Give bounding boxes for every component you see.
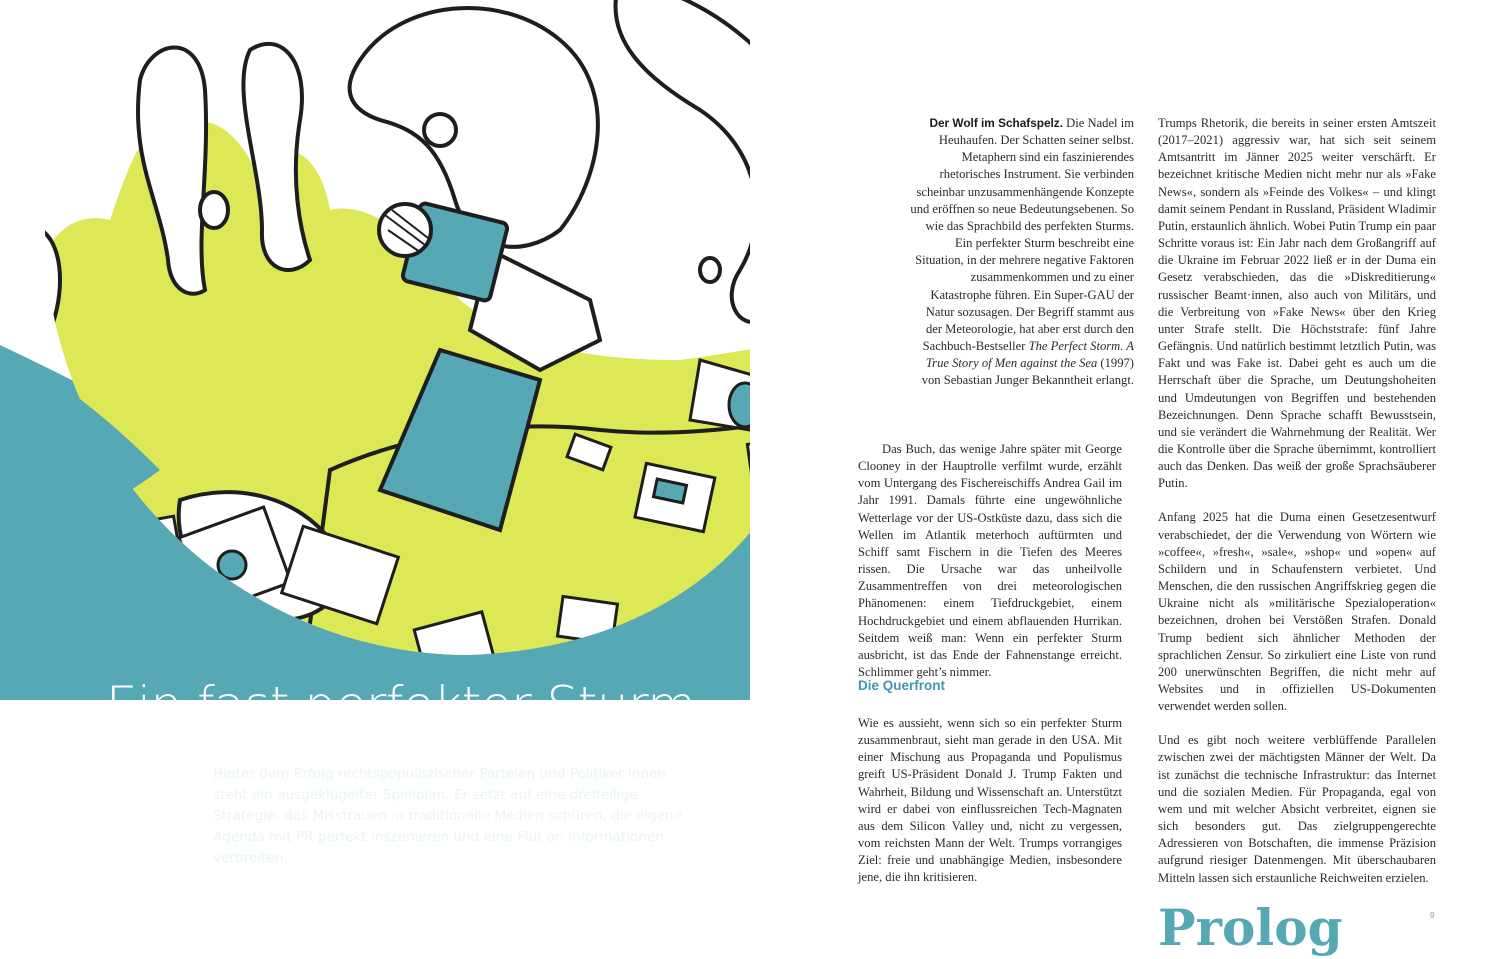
- column-2: [1158, 115, 1436, 887]
- paragraph-6: Und es gibt noch weitere verblüffende Parallelen zwischen zwei der mächtigsten Männer der Welt. Da ist zunächst die technische Infrastruktur: das Internet und die sozialen Medien. Für Propaganda, egal von wem und mit welcher Absicht verbreitet, eignen sie sich besonders gut. Das zielgruppengerechte Adressieren von Botschaften, die immense Präzision aufgrund riesiger Datenmengen. Mit überschaubaren Mitteln lassen sich erstaunliche Reichweiten erzielen.: [1158, 733, 1436, 885]
- credits-text-value: Manfred Gram, Florian Skrabal: [240, 871, 409, 883]
- credits-artwork-label: Artwork: [213, 888, 257, 901]
- credits: [213, 869, 408, 904]
- credits-artwork-line: [213, 887, 408, 905]
- book-title: The Perfect Storm. A True Story of Men against the Sea: [925, 339, 1134, 371]
- lead-in: Der Wolf im Schafspelz.: [929, 116, 1063, 130]
- article-title: Ein fast perfekter Sturm: [106, 676, 696, 734]
- page-number: 9: [1430, 911, 1435, 920]
- paragraph-2: Das Buch, das wenige Jahre später mit George Clooney in der Hauptrolle verfilmt wurde, erzählt vom Untergang des Fischereischiffs Andrea Gail im Jahr 1991. Damals führte eine ungewöhnliche Wetterlage vor der US-Ostküste dazu, dass sich die Wellen im Atlantik meterhoch auftürmten und Schiff samt Fischern in die Tiefen des Meeres rissen. Die Ursache war das unheilvolle Zusammentreffen von drei meteorologischen Phänomenen: einem Tiefdruckgebiet, einem Hochdruckgebiet und einem abflauenden Hurrikan. Seitdem weiß man: Wenn ein perfekter Sturm ausbricht, ist das Ende der Fahnenstange erreicht. Schlimmer geht’s nimmer.: [858, 442, 1122, 680]
- paragraph-5: Anfang 2025 hat die Duma einen Gesetzesentwurf verabschiedet, der die Verwendung von Wörtern wie »coffee«, »fresh«, »sale«, »shop« und »open« auf Schildern und in Schaufenstern verbietet. Und Menschen, die den russischen Angriffskrieg gegen die Ukraine nicht als »militärische Spezialoperation« bezeichnen, drohen bei Verstößen Strafen. Donald Trump bedient sich ähnlicher Methoden der sprachlichen Zensur. So zirkuliert eine Liste von rund 200 unerwünschten Begriffen, die nicht mehr auf Websites und in offiziellen US-Dokumenten verwendet werden sollen.: [1158, 510, 1436, 714]
- paragraph-1-text: Die Nadel im Heuhaufen. Der Schatten seiner selbst. Metaphern sind ein faszinierendes rhetorisches Instrument. Sie verbinden scheinbar unzusammenhängende Konzepte und eröffnen so neue Bedeutungsebenen. So wie das Sprachbild des perfekten Sturms. Ein perfekter Sturm beschreibt eine Situation, in der mehrere negative Faktoren zusammenkommen und zu einer Katastrophe führen. Ein Super-GAU der Natur sozusagen. Der Begriff stammt aus der Meteorologie, hat aber erst durch den Sachbuch-Bestseller: [910, 116, 1134, 354]
- paragraph-1: [908, 115, 1134, 390]
- column-1-bottom: [858, 715, 1122, 887]
- credits-text-label: Text: [213, 871, 236, 883]
- column-1-middle: [858, 441, 1122, 681]
- paragraph-4: Trumps Rhetorik, die bereits in seiner ersten Amtszeit (2017–2021) aggressiv war, hat sich seit seinem Amtsantritt im Jänner 2025 weiter verschärft. Er bezeichnet kritische Medien nicht mehr nur als »Fake News«, sondern als »Feinde des Volkes« – und klingt damit seinem Pendant in Russland, Präsident Wladimir Putin, erstaunlich ähnlich. Wobei Putin Trump ein paar Schritte voraus ist: Ein Jahr nach dem Großangriff auf die Ukraine im Februar 2022 ließ er in der Duma ein Gesetz verabschieden, das die »Diskreditierung« russischer Beamt·innen, also auch von Militärs, und die Verbreitung von »Fake News« über den Krieg unter Strafe stellt. Die Höchststrafe: fünf Jahre Gefängnis. Und natürlich bestimmt letztlich Putin, was Fakt und was Fake ist. Dabei geht es auch um die Herrschaft über die Sprache, um Deutungshoheiten und Umdeutungen von Begriffen und bestehenden Bezeichnungen. Denn Sprache schafft Bewusstsein, und sie verändert die Wahrnehmung der Realität. Wer die Kontrolle über die Sprache übernimmt, kontrolliert auch das Denken. Das weiß der große Sprachsäuberer Putin.: [1158, 116, 1436, 491]
- storm-illustration: [0, 0, 750, 700]
- subheading: Die Querfront: [858, 678, 946, 693]
- column-1-opening: [908, 115, 1134, 390]
- section-label: Prolog: [1158, 898, 1343, 957]
- credits-text-line: [213, 869, 408, 887]
- intro-paragraph: Hinter dem Erfolg rechtspopulistischer Parteien und Politiker·innen steht ein ausgeklügelter Spielplan. Er setzt auf eine dreiteilige Strategie: das Misstrauen in traditionelle Medien schüren, die eigene Agenda mit PR perfekt inszenieren und eine Flut an Informationen verbreiten.: [213, 766, 683, 866]
- paragraph-3: Wie es aussieht, wenn sich so ein perfekter Sturm zusammenbraut, sieht man gerade in den USA. Mit einer Mischung aus Propaganda und Populismus greift US-Präsident Donald J. Trump Fakten und Wahrheit, Bildung und Wissenschaft an. Unterstützt wird er dabei von einflussreichen Tech-Magnaten aus dem Silicon Valley und, nicht zu vergessen, vom reichsten Mann der Welt. Trumps vorrangiges Ziel: freie und unabhängige Medien, insbesondere jene, die ihn kritisieren.: [858, 716, 1122, 885]
- paragraph-1-end: (1997) von Sebastian Junger Bekanntheit erlangt.: [921, 356, 1134, 388]
- credits-artwork-value: Daniel Seex: [261, 888, 327, 901]
